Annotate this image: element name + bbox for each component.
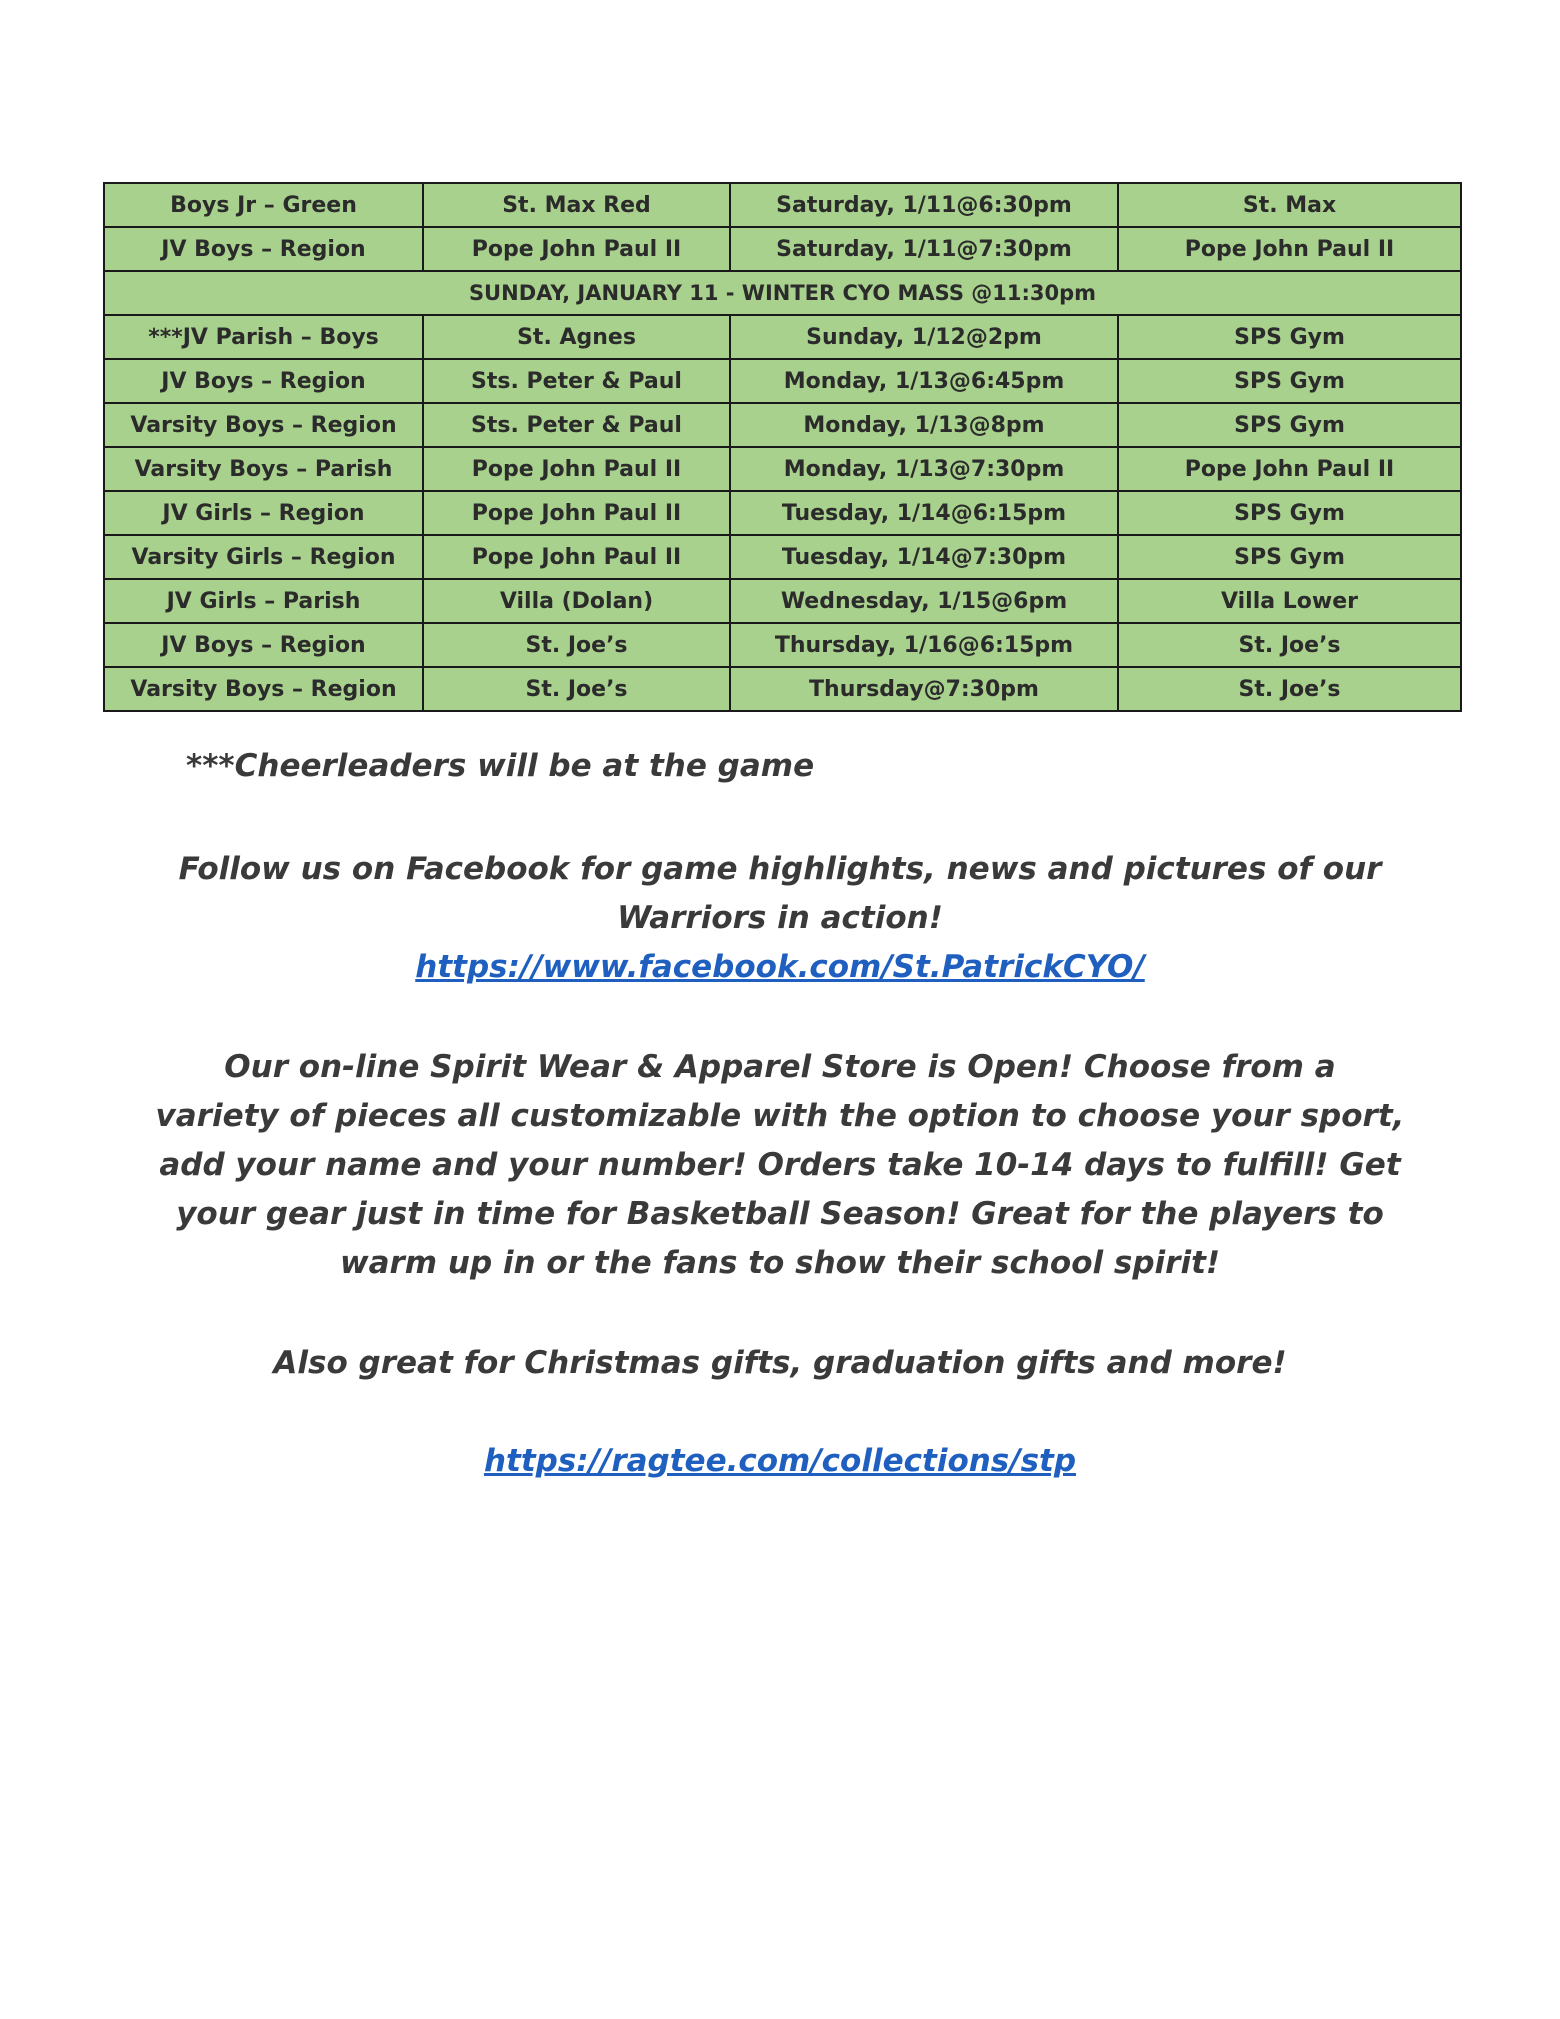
team-cell: JV Boys – Region <box>104 359 423 403</box>
gifts-line: Also great for Christmas gifts, graduation gifts and more! <box>273 1345 1287 1381</box>
location-cell: St. Joe’s <box>1118 623 1461 667</box>
team-cell: JV Boys – Region <box>104 227 423 271</box>
team-cell: Varsity Girls – Region <box>104 535 423 579</box>
facebook-text-line: Warriors in action! <box>617 900 943 936</box>
schedule-row <box>104 227 1461 271</box>
team-cell: Varsity Boys – Parish <box>104 447 423 491</box>
location-cell: SPS Gym <box>1118 535 1461 579</box>
store-text-line: warm up in or the fans to show their school spirit! <box>339 1245 1221 1281</box>
datetime-cell: Monday, 1/13@8pm <box>730 403 1118 447</box>
store-text-line: add your name and your number! Orders take 10-14 days to fulfill! Get <box>159 1147 1401 1183</box>
schedule-row <box>104 623 1461 667</box>
store-link[interactable]: https://ragtee.com/collections/stp <box>483 1443 1077 1479</box>
opponent-cell: Sts. Peter & Paul <box>423 403 730 447</box>
schedule-row <box>104 579 1461 623</box>
team-cell: JV Boys – Region <box>104 623 423 667</box>
datetime-cell: Saturday, 1/11@7:30pm <box>730 227 1118 271</box>
schedule-row <box>104 315 1461 359</box>
mass-banner: SUNDAY, JANUARY 11 - WINTER CYO MASS @11:30pm <box>104 271 1461 315</box>
datetime-cell: Sunday, 1/12@2pm <box>730 315 1118 359</box>
schedule-banner-row <box>104 271 1461 315</box>
schedule-row <box>104 491 1461 535</box>
opponent-cell: St. Joe’s <box>423 667 730 711</box>
opponent-cell: Sts. Peter & Paul <box>423 359 730 403</box>
team-cell: JV Girls – Parish <box>104 579 423 623</box>
schedule-row <box>104 359 1461 403</box>
store-link-wrap <box>150 1437 1410 1486</box>
datetime-cell: Wednesday, 1/15@6pm <box>730 579 1118 623</box>
schedule-row <box>104 183 1461 227</box>
store-text-line: Our on-line Spirit Wear & Apparel Store is Open! Choose from a <box>224 1049 1336 1085</box>
location-cell: Pope John Paul II <box>1118 227 1461 271</box>
facebook-section <box>150 845 1410 992</box>
schedule-row <box>104 403 1461 447</box>
facebook-text-line: Follow us on Facebook for game highlights, news and pictures of our <box>178 851 1382 887</box>
store-section <box>150 1043 1410 1288</box>
location-cell: Villa Lower <box>1118 579 1461 623</box>
schedule-row <box>104 447 1461 491</box>
datetime-cell: Tuesday, 1/14@6:15pm <box>730 491 1118 535</box>
schedule-row <box>104 667 1461 711</box>
opponent-cell: Pope John Paul II <box>423 447 730 491</box>
opponent-cell: Villa (Dolan) <box>423 579 730 623</box>
schedule-row <box>104 535 1461 579</box>
opponent-cell: St. Joe’s <box>423 623 730 667</box>
location-cell: St. Max <box>1118 183 1461 227</box>
team-cell: Varsity Boys – Region <box>104 403 423 447</box>
datetime-cell: Thursday, 1/16@6:15pm <box>730 623 1118 667</box>
location-cell: Pope John Paul II <box>1118 447 1461 491</box>
team-cell: JV Girls – Region <box>104 491 423 535</box>
datetime-cell: Thursday@7:30pm <box>730 667 1118 711</box>
schedule-table <box>103 182 1462 712</box>
datetime-cell: Tuesday, 1/14@7:30pm <box>730 535 1118 579</box>
store-text-line: variety of pieces all customizable with the option to choose your sport, <box>155 1098 1405 1134</box>
opponent-cell: St. Max Red <box>423 183 730 227</box>
datetime-cell: Monday, 1/13@7:30pm <box>730 447 1118 491</box>
opponent-cell: Pope John Paul II <box>423 491 730 535</box>
location-cell: SPS Gym <box>1118 359 1461 403</box>
opponent-cell: Pope John Paul II <box>423 535 730 579</box>
team-cell: Boys Jr – Green <box>104 183 423 227</box>
opponent-cell: Pope John Paul II <box>423 227 730 271</box>
team-cell: Varsity Boys – Region <box>104 667 423 711</box>
location-cell: SPS Gym <box>1118 403 1461 447</box>
opponent-cell: St. Agnes <box>423 315 730 359</box>
store-text-line: your gear just in time for Basketball Season! Great for the players to <box>176 1196 1384 1232</box>
datetime-cell: Saturday, 1/11@6:30pm <box>730 183 1118 227</box>
team-cell: ***JV Parish – Boys <box>104 315 423 359</box>
location-cell: St. Joe’s <box>1118 667 1461 711</box>
datetime-cell: Monday, 1/13@6:45pm <box>730 359 1118 403</box>
location-cell: SPS Gym <box>1118 491 1461 535</box>
location-cell: SPS Gym <box>1118 315 1461 359</box>
cheerleaders-note: ***Cheerleaders will be at the game <box>186 748 815 784</box>
facebook-link[interactable]: https://www.facebook.com/St.PatrickCYO/ <box>415 949 1145 985</box>
